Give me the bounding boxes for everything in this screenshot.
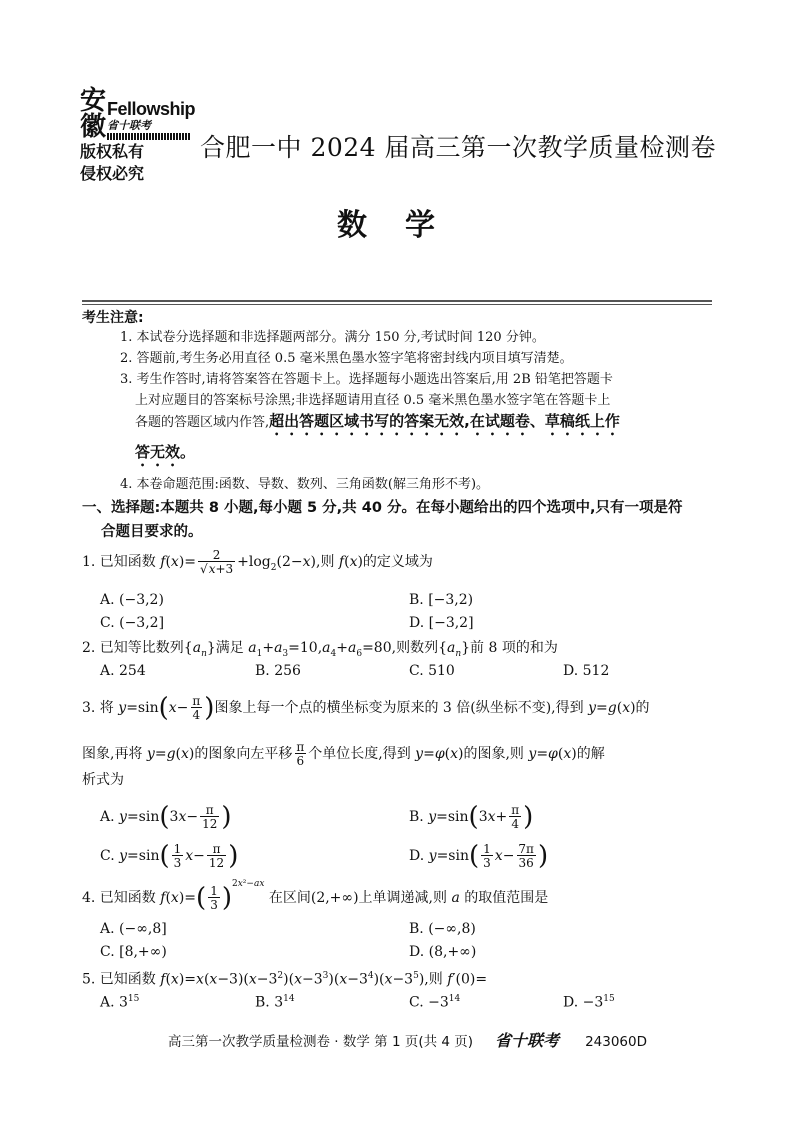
q5-option-b: B. $3^{14}$ [255,994,295,1011]
q1-option-d: D. [−3,2] [409,615,474,631]
footer-brand: 省十联考 [495,1031,560,1050]
q1-option-a: A. (−3,2) [100,592,164,608]
q3-option-a: A. y=sin(3x− $\frac{\pi}{12}$ ) [100,802,232,832]
question-3-line-2: 图象,再将 y=g(x)的图象向左平移 $\frac{\pi}{6}$ 个单位长度,得到 y=φ(x)的图象,则 y=φ(x)的解 [82,740,605,768]
q2-option-c: C. 510 [409,663,455,679]
section-heading-line-2: 合题目要求的。 [101,524,203,540]
q3-option-c: C. y=sin( $\frac{1}{3}$ x− $\frac{\pi}{12}$ ) [100,841,239,871]
question-5: 5. 已知函数 $f(x)=x(x-3)(x-3^2)(x-3^3)(x-3^4)(x-3^5)$,则 f′(0)= [82,971,488,988]
logo-barcode-strip [107,133,191,140]
notice-heading: 考生注意: [82,310,144,326]
notice-item-3-text: 各题的答题区域内作答, [135,415,270,430]
q2-option-a: A. 254 [100,663,146,679]
q1-option-b: B. [−3,2) [409,592,474,608]
q3-option-b: B. y=sin(3x+ $\frac{\pi}{4}$ ) [409,802,534,832]
publisher-logo [80,88,195,184]
notice-emphasis-2: 答无效。 [135,443,196,461]
copyright-line-1: 版权私有 [80,142,145,161]
question-3-line-3: 析式为 [82,772,124,788]
logo-chinese: 省十联考 [106,119,151,132]
copyright-line-2: 侵权必究 [80,164,145,183]
notice-item-3-cont: 上对应题目的答案标号涂黑;非选择题请用直径 0.5 毫米黑色墨水签字笔在答题卡上 [135,393,611,408]
q5-option-d: D. $-3^{15}$ [563,994,615,1011]
question-2: 2. 已知等比数列$\{a_n\}$满足 $a_1+a_3=10,a_4+a_6=80$,则数列$\{a_n\}$前 8 项的和为 [82,640,558,659]
candidate-notice [82,309,718,495]
question-1: 1. 已知函数 f(x)= $\frac{2}{√x+3}$ $+\log_2(2-x)$,则 f(x)的定义域为 [82,548,433,576]
notice-item-3-cont2 [82,411,718,439]
q4-option-b: B. (−∞,8) [409,921,476,937]
subject-title: 数学 [337,208,473,243]
q4-option-d: D. (8,+∞) [409,944,477,960]
logo-english: Fellowship [106,99,195,119]
notice-item-4: 4. 本卷命题范围:函数、导数、数列、三角函数(解三角形不考)。 [120,477,490,492]
section-heading [82,496,722,544]
page-footer [168,1028,647,1051]
q2-option-b: B. 256 [255,663,301,679]
q4-option-c: C. [8,+∞) [100,944,167,960]
q2-option-d: D. 512 [563,663,610,679]
q3-option-d: D. y=sin( $\frac{1}{3}$ x− $\frac{7\pi}{36}$ ) [409,841,549,871]
notice-item-1: 1. 本试卷分选择题和非选择题两部分。满分 150 分,考试时间 120 分钟。 [120,330,545,345]
footer-text: 高三第一次教学质量检测卷 · 数学 第 1 页(共 4 页) [168,1034,474,1050]
question-3: 3. 将 y=sin(x− $\frac{\pi}{4}$ )图象上每一个点的横坐标变为原来的 3 倍(纵坐标不变),得到 y=g(x)的 [82,693,650,723]
notice-item-2: 2. 答题前,考生务必用直径 0.5 毫米黑色墨水签字笔将密封线内项目填写清楚。 [120,351,573,366]
q5-option-a: A. $3^{15}$ [100,994,140,1011]
exam-title: 合肥一中 2024 届高三第一次教学质量检测卷 [200,133,717,162]
header-divider-thin [82,304,712,305]
q5-option-c: C. $-3^{14}$ [409,994,461,1011]
notice-item-3-cont3 [82,439,718,470]
footer-code: 243060D [585,1034,647,1050]
header-divider [82,300,712,302]
notice-item-3: 3. 考生作答时,请将答案答在答题卡上。选择题每小题选出答案后,用 2B 铅笔把答题卡 [120,372,613,387]
notice-emphasis-1: 超出答题区域书写的答案无效,在试题卷、草稿纸上作 [269,412,620,430]
q4-option-a: A. (−∞,8] [100,921,167,937]
q1-option-c: C. (−3,2] [100,615,165,631]
logo-mark: 安徽 [80,86,105,142]
question-4: 4. 已知函数 f(x)=( $\frac{1}{3}$ )$^{2x^2-ax}$ 在区间(2,+∞)上单调递减,则 a 的取值范围是 [82,879,549,913]
section-heading-line-1: 一、选择题:本题共 8 小题,每小题 5 分,共 40 分。在每小题给出的四个选项中,只有一项是符 [82,500,683,516]
